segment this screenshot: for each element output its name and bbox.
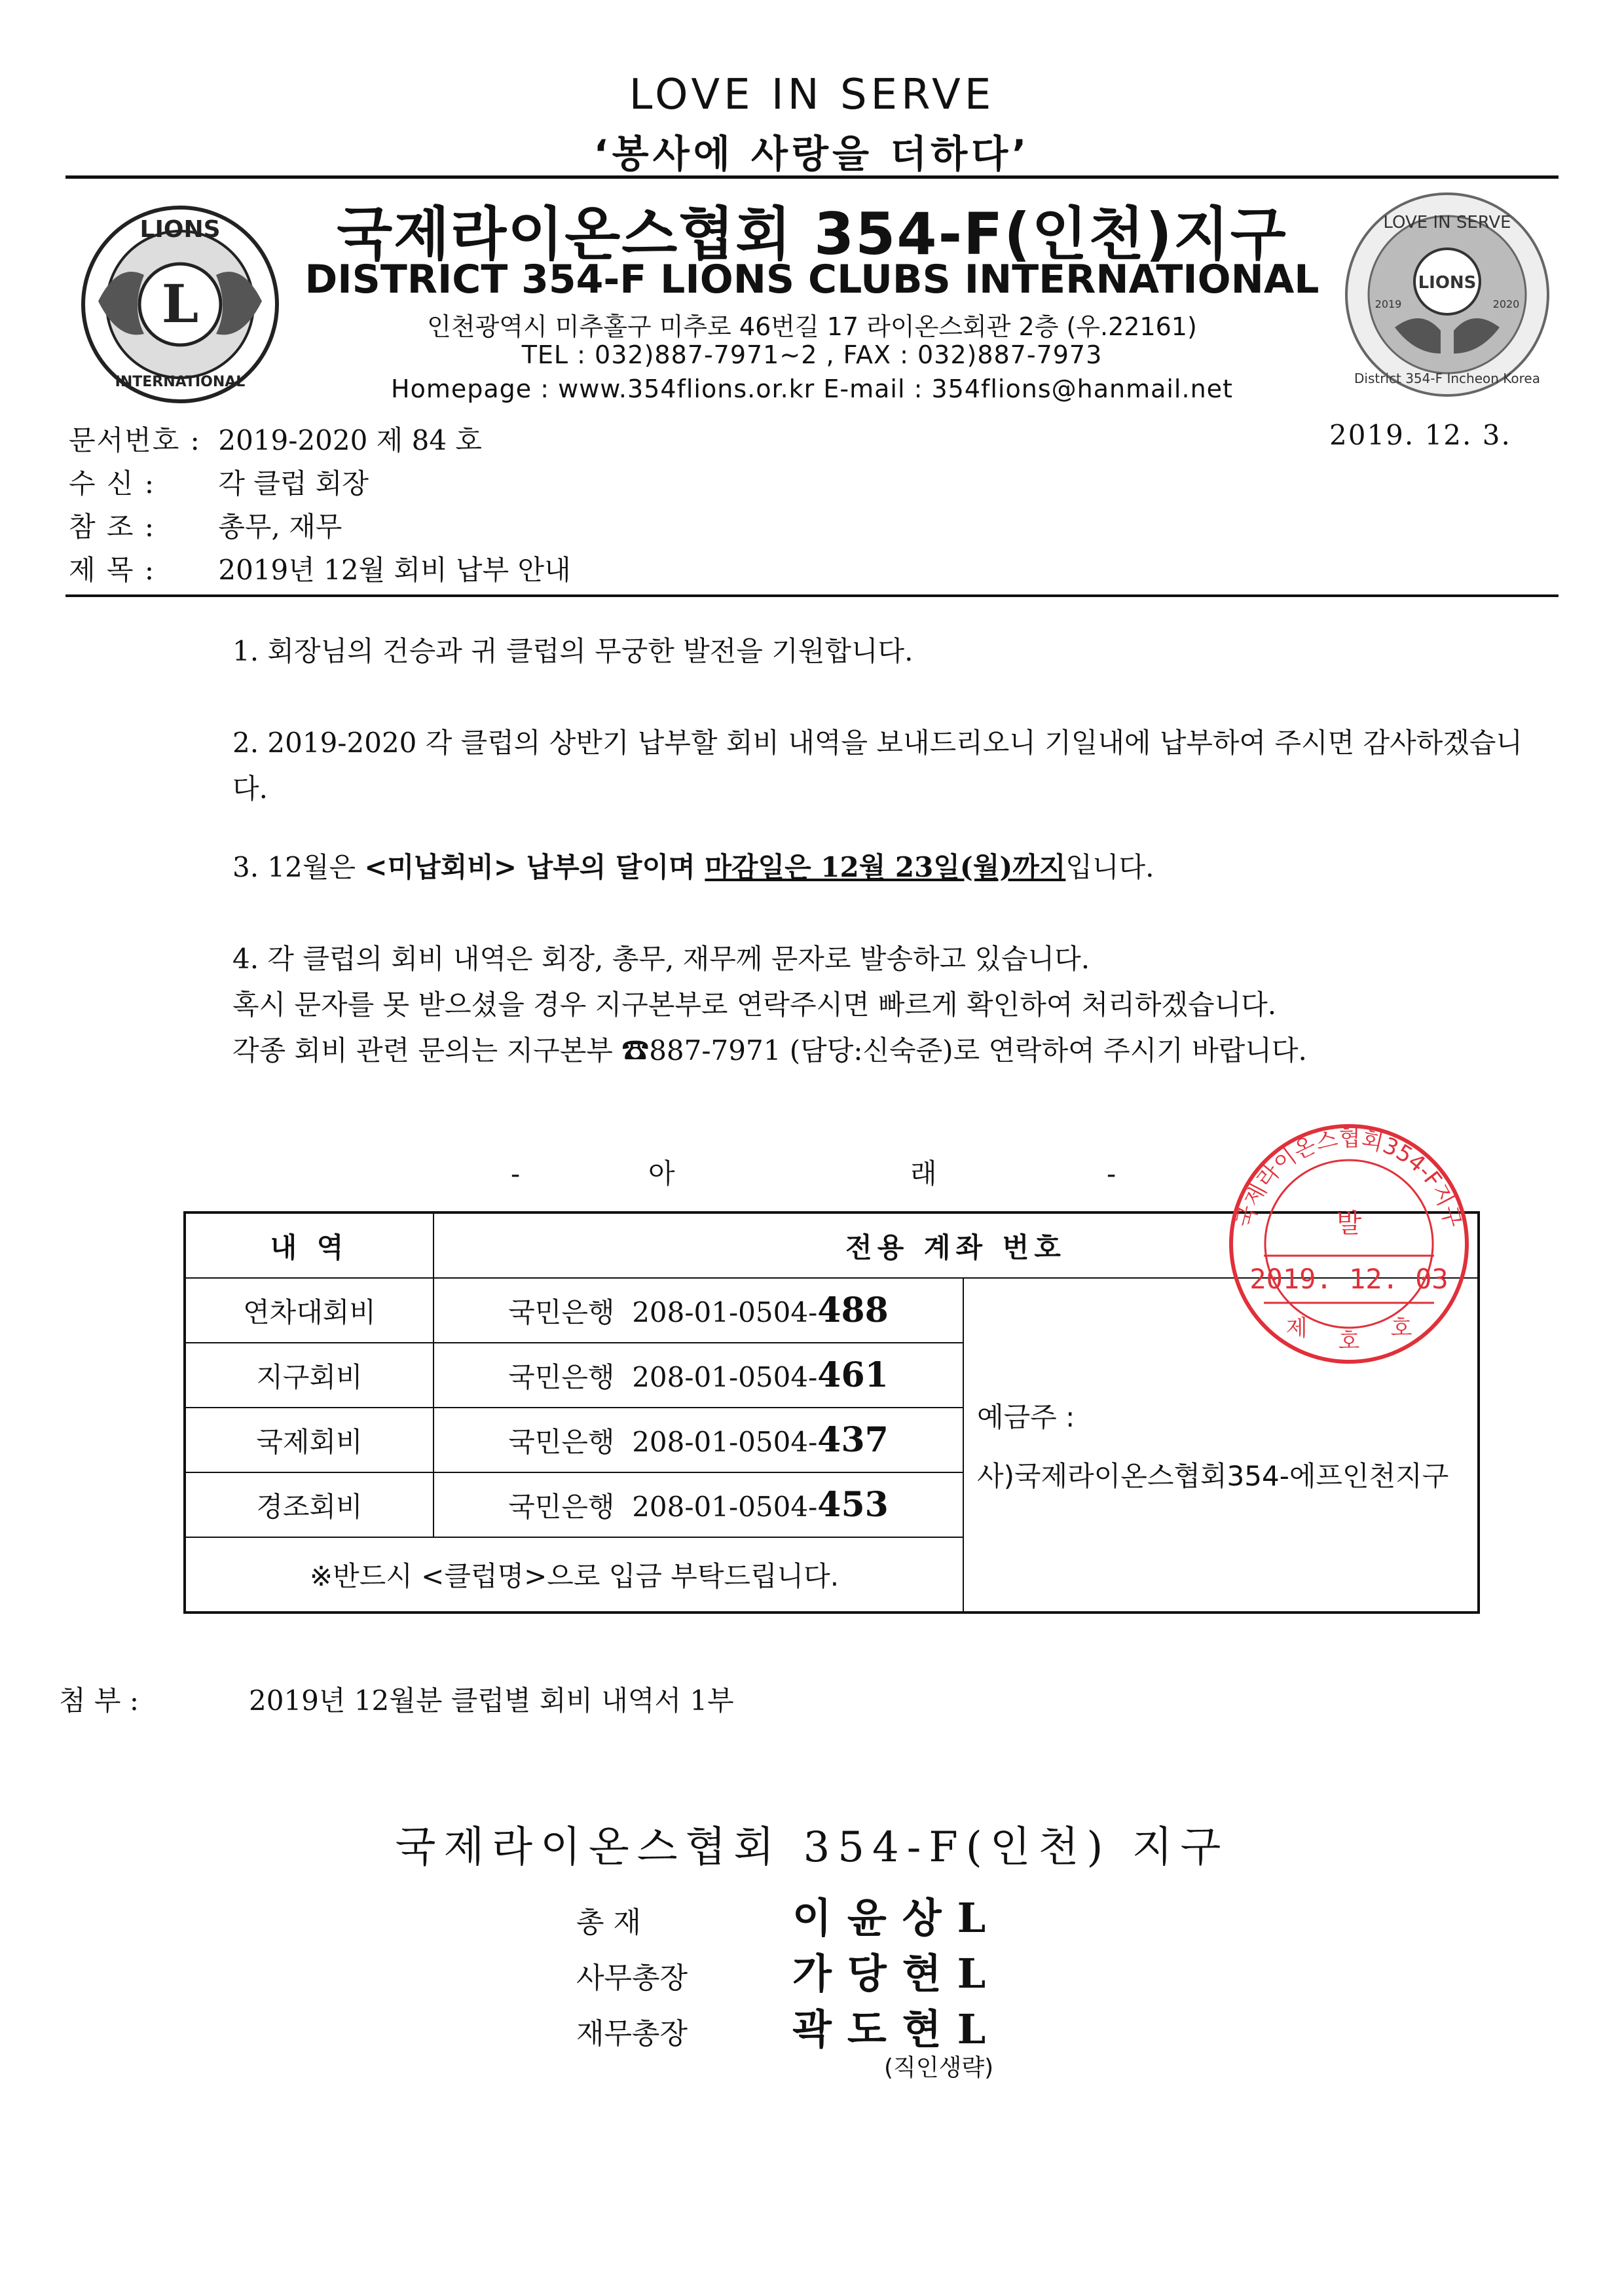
logo-right-year-left: 2019 [1375,298,1402,310]
logo-right-year-right: 2020 [1492,298,1520,310]
signature-role: 총 재 [576,1906,641,1939]
row-account [434,1472,963,1537]
paragraph-3-intro: 3. 12월은 [232,851,365,883]
paragraph-3-end: 입니다. [1065,851,1154,883]
logo-right-center: LIONS [1418,273,1477,293]
stamp-top-text: 국제라이온스협회354-F지구 [1231,1125,1467,1231]
row-bank: 국민은행 [508,1426,615,1458]
row-account [434,1343,963,1408]
signature-name: 곽도현L [792,2005,1002,2053]
recipient: 각 클럽 회장 [218,467,369,500]
org-name-korean: 국제라이온스협회 354-F(인천)지구 [337,200,1287,268]
row-acc-prefix: 208-01-0504- [632,1296,818,1328]
row-account [434,1278,963,1343]
row-acc-tail: 453 [817,1485,889,1525]
account-holder: 사)국제라이온스협회354-에프인천지구 [977,1460,1449,1492]
signature-name: 이윤상L [792,1894,1002,1942]
stamp-date-text: 2019. 12. 03 [1249,1263,1449,1295]
paragraph-3 [232,845,1562,890]
subject: 2019년 12월 회비 납부 안내 [218,554,571,586]
doc-date: 2019. 12. 3. [1329,419,1511,451]
org-web: Homepage : www.354flions.or.kr E-mail : 354flions@hanmail.net [391,374,1233,403]
below-dash-left: - [511,1157,522,1190]
row-acc-tail: 461 [817,1355,889,1395]
reference: 총무, 재무 [218,511,342,543]
below-a: 아 [648,1157,676,1190]
org-contact: TEL : 032)887-7971~2 , FAX : 032)887-7973 [521,340,1103,369]
doc-number: 2019-2020 제 84 호 [218,424,482,456]
signature-role: 재무총장 [576,2017,688,2050]
header-divider [65,175,1559,179]
footer-org-name: 국제라이온스협회 354-F(인천) 지구 [395,1823,1229,1872]
row-account [434,1408,963,1472]
row-acc-prefix: 208-01-0504- [632,1426,818,1458]
seal-omitted-note: (직인생략) [884,2054,994,2081]
row-item: 국제회비 [185,1408,434,1472]
signature-row-3 [576,1997,1001,2055]
recipient-label: 수 신 : [69,467,155,500]
below-heading [511,1152,1117,1192]
logo-left-top: LIONS [139,216,221,243]
row-acc-tail: 488 [817,1290,889,1330]
signature-role: 사무총장 [576,1961,688,1995]
account-holder-label: 예금주 : [977,1401,1075,1433]
paragraph-4-line-1: 4. 각 클럽의 회비 내역은 회장, 총무, 재무께 문자로 발송하고 있습니다. [232,943,1090,975]
logo-left-center: L [161,273,199,335]
subject-label: 제 목 : [69,554,155,586]
row-item: 지구회비 [185,1343,434,1408]
row-item: 연차대회비 [185,1278,434,1343]
stamp-bottom-left: 제 [1285,1315,1308,1341]
slogan-english: LOVE IN SERVE [629,71,995,119]
row-bank: 국민은행 [508,1491,615,1523]
col-header-account: 전용 계좌 번호 [434,1212,1479,1278]
stamp-bottom-mid: 호 [1338,1328,1360,1355]
table-note: ※반드시 <클럽명>으로 입금 부탁드립니다. [185,1537,963,1613]
row-bank: 국민은행 [508,1361,615,1393]
official-stamp-icon [1211,1106,1486,1381]
below-rae: 래 [910,1157,938,1190]
slogan-korean: ‘봉사에 사랑을 더하다’ [593,132,1031,176]
meta-divider [65,594,1559,597]
recipient-row [69,462,369,501]
doc-number-row [69,419,482,458]
signature-row-1 [576,1886,1001,1944]
signature-row-2 [576,1941,1001,1999]
row-bank: 국민은행 [508,1296,615,1328]
col-header-item: 내 역 [185,1212,434,1278]
row-acc-prefix: 208-01-0504- [632,1361,818,1393]
row-acc-prefix: 208-01-0504- [632,1491,818,1523]
logo-left-bottom: INTERNATIONAL [115,374,246,390]
doc-number-label: 문서번호 : [69,424,201,456]
reference-label: 참 조 : [69,511,155,543]
paragraph-3-deadline: 마감일은 12월 23일(월)까지 [705,851,1066,883]
row-acc-tail: 437 [817,1420,889,1460]
attachment-label: 첨 부 : [59,1685,139,1717]
logo-right-bottom: District 354-F Incheon Korea [1354,371,1540,386]
row-item: 경조회비 [185,1472,434,1537]
org-name-english: DISTRICT 354-F LIONS CLUBS INTERNATIONAL [304,257,1320,302]
paragraph-1: 1. 회장님의 건승과 귀 클럽의 무궁한 발전을 기원합니다. [232,635,913,667]
subject-row [69,549,571,588]
paragraph-4-line-2: 혹시 문자를 못 받으셨을 경우 지구본부로 연락주시면 빠르게 확인하여 처리하겠습니다. [232,989,1277,1021]
attachment-text: 2019년 12월분 클럽별 회비 내역서 1부 [249,1685,734,1717]
signature-name: 가당현L [792,1950,1002,1997]
org-address: 인천광역시 미추홀구 미추로 46번길 17 라이온스회관 2층 (우.22161) [427,312,1197,341]
paragraph-3-unpaid: <미납회비> 납부의 달이며 [364,851,705,883]
below-dash-right: - [1107,1157,1118,1190]
logo-right-top: LOVE IN SERVE [1383,213,1511,232]
paragraph-4-line-3: 각종 회비 관련 문의는 지구본부 ☎887-7971 (담당:신숙준)로 연락하여 주시기 바랍니다. [232,1034,1307,1066]
paragraph-2: 2. 2019-2020 각 클럽의 상반기 납부할 회비 내역을 보내드리오니 기일내에 납부하여 주시면 감사하겠습니다. [232,727,1522,805]
stamp-bottom-right: 호 [1390,1315,1412,1341]
reference-row [69,505,342,545]
stamp-middle-text: 발 [1336,1209,1362,1239]
attachment-row [59,1679,734,1719]
